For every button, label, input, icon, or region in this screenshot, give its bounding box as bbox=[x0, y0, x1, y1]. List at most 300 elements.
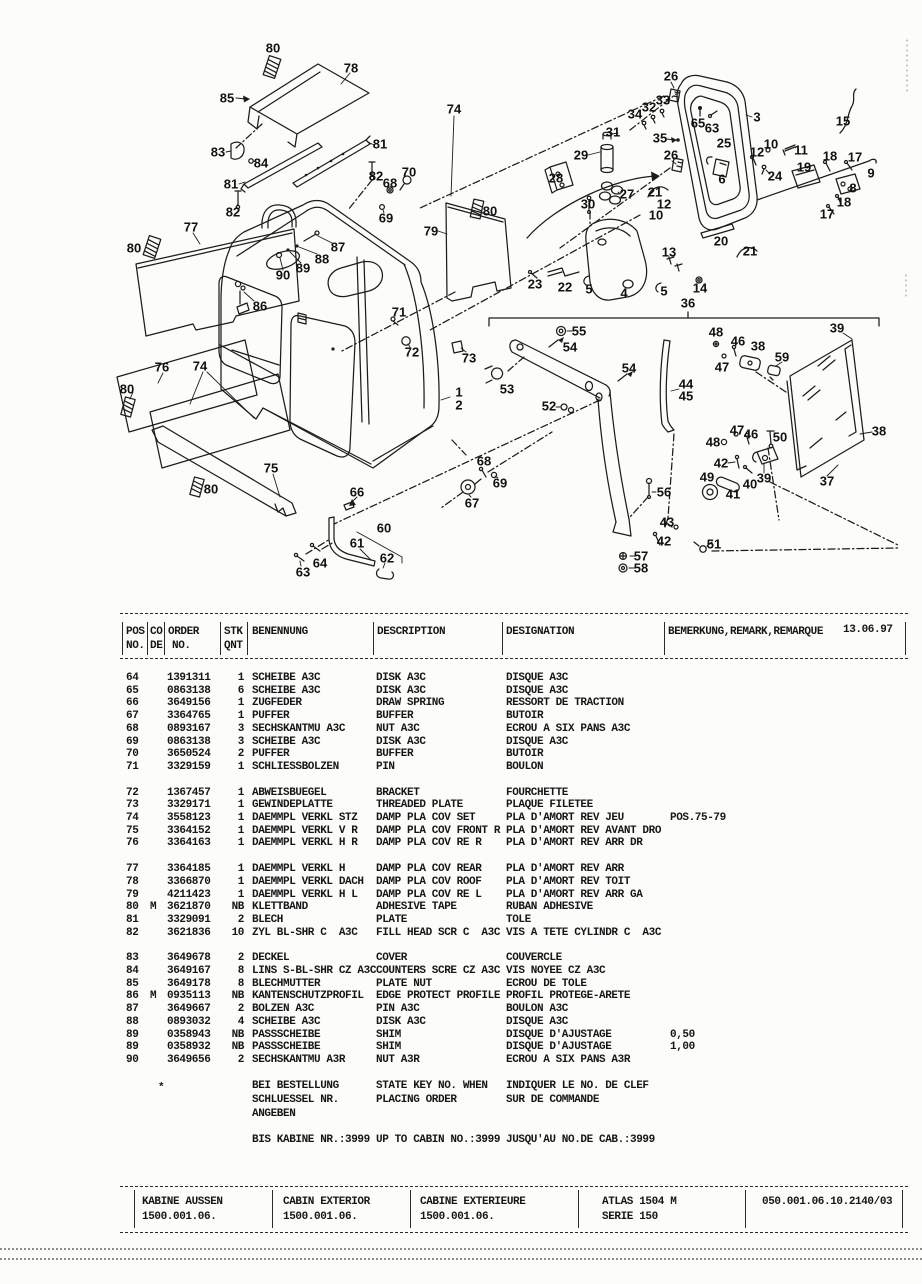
cell-desc: BUFFER bbox=[376, 710, 414, 723]
cell-desig: ECROU A SIX PANS A3R bbox=[506, 1053, 631, 1066]
page-edge-mark bbox=[0, 1248, 922, 1250]
cell-pos: 86 bbox=[126, 990, 139, 1003]
cell-desc: COUNTERS SCRE CZ A3C bbox=[376, 965, 501, 977]
header-divider bbox=[164, 622, 165, 655]
cell-order: 3621870 bbox=[167, 901, 211, 914]
section-bracket bbox=[489, 312, 879, 326]
cell-desig: VIS A TETE CYLINDR C A3C bbox=[506, 926, 662, 939]
table-row-73 bbox=[0, 799, 922, 812]
callout-38: 38 bbox=[871, 423, 887, 439]
callout-81: 81 bbox=[372, 136, 388, 152]
cell-qty: 3 bbox=[237, 735, 244, 748]
table-row-71 bbox=[0, 761, 922, 774]
cell-qty: 2 bbox=[237, 952, 244, 965]
cell-pos: 89 bbox=[126, 1028, 139, 1041]
note-star: * bbox=[158, 1082, 165, 1094]
cell-qty: 10 bbox=[231, 926, 244, 939]
callout-12: 12 bbox=[749, 144, 765, 160]
cell-qty: 1 bbox=[237, 760, 244, 773]
cell-order: 0358932 bbox=[167, 1041, 211, 1054]
cell-desig: DISQUE A3C bbox=[506, 735, 569, 748]
cell-pos: 80 bbox=[126, 901, 139, 914]
note-desc-1: STATE KEY NO. WHEN bbox=[376, 1080, 488, 1092]
table-row-81 bbox=[0, 914, 922, 927]
callout-26: 26 bbox=[663, 147, 679, 163]
callout-6: 6 bbox=[718, 171, 726, 187]
tape-strips bbox=[121, 56, 484, 500]
table-row-68 bbox=[0, 723, 922, 736]
callout-5: 5 bbox=[660, 283, 668, 299]
cell-name: SCHEIBE A3C bbox=[252, 672, 321, 684]
callout-54: 54 bbox=[621, 360, 637, 376]
table-row-69 bbox=[0, 736, 922, 749]
callout-31: 31 bbox=[605, 124, 621, 140]
callout-19: 19 bbox=[796, 159, 812, 175]
callout-82: 82 bbox=[368, 168, 384, 184]
callout-43: 43 bbox=[659, 514, 675, 530]
footer-title-fr: CABINE EXTERIEURE bbox=[420, 1196, 526, 1208]
callout-21: 21 bbox=[742, 243, 758, 259]
callout-21: 21 bbox=[647, 184, 663, 200]
header-divider bbox=[247, 622, 248, 655]
header-divider bbox=[905, 622, 906, 655]
callout-17: 17 bbox=[819, 206, 835, 222]
cell-pos: 82 bbox=[126, 926, 139, 939]
cell-name: DAEMMPL VERKL DACH bbox=[252, 875, 364, 888]
cell-qty: 1 bbox=[237, 824, 244, 837]
cell-desig: FOURCHETTE bbox=[506, 786, 569, 799]
callout-75: 75 bbox=[263, 460, 279, 476]
cell-order: 3649167 bbox=[167, 965, 211, 977]
cell-desc: DRAW SPRING bbox=[376, 697, 445, 710]
cell-desig: ECROU A SIX PANS A3C bbox=[506, 722, 631, 735]
callout-68: 68 bbox=[382, 175, 398, 191]
cell-desc: FILL HEAD SCR C A3C bbox=[376, 926, 501, 939]
cell-desc: EDGE PROTECT PROFILE bbox=[376, 990, 501, 1003]
table-row-90 bbox=[0, 1054, 922, 1067]
col-header-order2: NO. bbox=[172, 640, 191, 652]
callout-24: 24 bbox=[767, 168, 783, 184]
footer-divider bbox=[134, 1190, 135, 1228]
callout-42: 42 bbox=[656, 533, 672, 549]
cell-desig: PLA D'AMORT REV ARR GA bbox=[506, 888, 643, 901]
cell-remark: POS.75-79 bbox=[670, 812, 726, 824]
cell-desig: RESSORT DE TRACTION bbox=[506, 697, 624, 710]
cell-qty: 1 bbox=[237, 710, 244, 723]
cell-pos: 90 bbox=[126, 1053, 139, 1066]
callout-10: 10 bbox=[763, 136, 779, 152]
table-row-79 bbox=[0, 889, 922, 902]
col-header-desc: DESCRIPTION bbox=[377, 626, 446, 638]
table-row-80 bbox=[0, 901, 922, 914]
footer-divider bbox=[410, 1190, 411, 1228]
callout-20: 20 bbox=[713, 233, 729, 249]
cell-desc: DAMP PLA COV RE R bbox=[376, 837, 482, 850]
cell-name: BOLZEN A3C bbox=[252, 1003, 315, 1016]
cell-desig: PROFIL PROTEGE-ARETE bbox=[506, 990, 631, 1003]
cell-desig: DISQUE D'AJUSTAGE bbox=[506, 1028, 612, 1041]
sheet-date: 13.06.97 bbox=[843, 624, 893, 636]
header-divider bbox=[502, 622, 503, 655]
cell-name: SCHEIBE A3C bbox=[252, 684, 321, 697]
header-rule-top bbox=[120, 613, 908, 614]
table-row-83 bbox=[0, 952, 922, 965]
cell-order: 3558123 bbox=[167, 812, 211, 824]
footer-series: SERIE 150 bbox=[602, 1211, 658, 1223]
footer-rule-top bbox=[120, 1186, 908, 1187]
cell-remark: 1,00 bbox=[670, 1041, 695, 1054]
callout-42: 42 bbox=[713, 455, 729, 471]
cell-code: M bbox=[150, 901, 157, 914]
callout-57: 57 bbox=[633, 548, 649, 564]
callout-48: 48 bbox=[708, 324, 724, 340]
cell-name: BLECHMUTTER bbox=[252, 977, 321, 990]
cell-desc: SHIM bbox=[376, 1028, 401, 1041]
callout-46: 46 bbox=[743, 426, 759, 442]
cell-desc: DAMP PLA COV REAR bbox=[376, 863, 482, 876]
cell-pos: 71 bbox=[126, 760, 139, 773]
callout-39: 39 bbox=[829, 320, 845, 336]
cell-desig: ECROU DE TOLE bbox=[506, 977, 587, 990]
callout-66: 66 bbox=[349, 484, 365, 500]
callout-60: 60 bbox=[376, 520, 392, 536]
callout-35: 35 bbox=[652, 130, 668, 146]
cell-qty: 1 bbox=[237, 837, 244, 850]
callout-86: 86 bbox=[252, 298, 268, 314]
callout-18: 18 bbox=[836, 194, 852, 210]
cell-name: DAEMMPL VERKL V R bbox=[252, 824, 358, 837]
callout-52: 52 bbox=[541, 398, 557, 414]
cell-desig: TOLE bbox=[506, 913, 531, 926]
callout-18: 18 bbox=[822, 148, 838, 164]
callout-22: 22 bbox=[557, 279, 573, 295]
footer-divider bbox=[272, 1190, 273, 1228]
callout-46: 46 bbox=[730, 333, 746, 349]
callout-28: 28 bbox=[548, 170, 564, 186]
cell-desc: DAMP PLA COV FRONT R bbox=[376, 824, 501, 837]
callout-68: 68 bbox=[476, 453, 492, 469]
cell-name: GEWINDEPLATTE bbox=[252, 799, 333, 812]
cell-name: ZUGFEDER bbox=[252, 697, 302, 710]
cell-order: 0893032 bbox=[167, 1015, 211, 1028]
cell-pos: 87 bbox=[126, 1003, 139, 1016]
cell-order: 0358943 bbox=[167, 1028, 211, 1041]
cell-order: 3329091 bbox=[167, 913, 211, 926]
callout-73: 73 bbox=[461, 350, 477, 366]
callout-8: 8 bbox=[849, 180, 857, 196]
footer-number-de: 1500.001.06. bbox=[142, 1211, 217, 1223]
callout-49: 49 bbox=[699, 469, 715, 485]
cell-order: 3329159 bbox=[167, 760, 211, 773]
cell-pos: 83 bbox=[126, 952, 139, 965]
cell-qty: 4 bbox=[237, 1015, 244, 1028]
callout-41: 41 bbox=[725, 486, 741, 502]
callout-70: 70 bbox=[401, 164, 417, 180]
callout-3: 3 bbox=[753, 109, 761, 125]
cell-desig: BUTOIR bbox=[506, 748, 544, 761]
table-row-89 bbox=[0, 1041, 922, 1054]
validity-name: BIS KABINE NR.:3999 bbox=[252, 1134, 370, 1146]
callout-78: 78 bbox=[343, 60, 359, 76]
callout-4: 4 bbox=[620, 285, 628, 301]
cell-order: 3366870 bbox=[167, 875, 211, 888]
cell-desig: PLA D'AMORT REV ARR DR bbox=[506, 837, 643, 850]
cell-name: KLETTBAND bbox=[252, 901, 308, 914]
col-header-pos: POS bbox=[126, 626, 145, 638]
callout-74: 74 bbox=[446, 101, 462, 117]
cell-name: PUFFER bbox=[252, 710, 290, 723]
cell-qty: 2 bbox=[237, 1053, 244, 1066]
callout-37: 37 bbox=[819, 473, 835, 489]
col-header-code: CO bbox=[150, 626, 163, 638]
callout-40: 40 bbox=[742, 476, 758, 492]
callout-54: 54 bbox=[562, 339, 578, 355]
cell-order: 1367457 bbox=[167, 786, 211, 799]
cell-name: DECKEL bbox=[252, 952, 290, 965]
cell-desig: DISQUE A3C bbox=[506, 672, 569, 684]
cell-desc: DISK A3C bbox=[376, 1015, 426, 1028]
callout-89: 89 bbox=[295, 260, 311, 276]
cell-desig: BOULON A3C bbox=[506, 1003, 569, 1016]
callout-38: 38 bbox=[750, 338, 766, 354]
header-divider bbox=[122, 622, 123, 655]
cell-order: 3649678 bbox=[167, 952, 211, 965]
cell-name: PASSSCHEIBE bbox=[252, 1041, 321, 1054]
cell-order: 3364163 bbox=[167, 837, 211, 850]
cell-pos: 85 bbox=[126, 977, 139, 990]
cell-order: 0863138 bbox=[167, 735, 211, 748]
cell-desc: DISK A3C bbox=[376, 672, 426, 684]
cell-order: 0863138 bbox=[167, 684, 211, 697]
col-header-pos2: NO. bbox=[126, 640, 145, 652]
cell-pos: 84 bbox=[126, 965, 139, 977]
callout-47: 47 bbox=[729, 422, 745, 438]
callout-64: 64 bbox=[312, 555, 328, 571]
cell-pos: 68 bbox=[126, 722, 139, 735]
cell-name: SCHEIBE A3C bbox=[252, 735, 321, 748]
callout-80: 80 bbox=[126, 240, 142, 256]
col-header-name: BENENNUNG bbox=[252, 626, 308, 638]
table-row-64 bbox=[0, 672, 922, 685]
cell-desig: COUVERCLE bbox=[506, 952, 562, 965]
cell-desc: DISK A3C bbox=[376, 735, 426, 748]
cell-qty: 1 bbox=[237, 672, 244, 684]
table-row-78 bbox=[0, 876, 922, 889]
cell-desc: BRACKET bbox=[376, 786, 420, 799]
callout-25: 25 bbox=[716, 135, 732, 151]
callout-50: 50 bbox=[772, 429, 788, 445]
cell-desc: THREADED PLATE bbox=[376, 799, 463, 812]
cell-order: 3649178 bbox=[167, 977, 211, 990]
callout-90: 90 bbox=[275, 267, 291, 283]
cell-qty: NB bbox=[231, 1041, 244, 1054]
cell-order: 3621836 bbox=[167, 926, 211, 939]
cell-desc: DAMP PLA COV ROOF bbox=[376, 875, 482, 888]
table-row-89 bbox=[0, 1029, 922, 1042]
footer-number-fr: 1500.001.06. bbox=[420, 1211, 495, 1223]
cell-pos: 88 bbox=[126, 1015, 139, 1028]
cell-name: DAEMMPL VERKL STZ bbox=[252, 812, 358, 824]
col-header-code2: DE bbox=[150, 640, 163, 652]
cell-pos: 74 bbox=[126, 812, 139, 824]
callout-88: 88 bbox=[314, 251, 330, 267]
callout-80: 80 bbox=[203, 481, 219, 497]
callout-47: 47 bbox=[714, 359, 730, 375]
col-header-desig: DESIGNATION bbox=[506, 626, 575, 638]
cell-qty: 2 bbox=[237, 748, 244, 761]
callout-69: 69 bbox=[378, 210, 394, 226]
cell-name: KANTENSCHUTZPROFIL bbox=[252, 990, 364, 1003]
cell-name: LINS S-BL-SHR CZ A3C bbox=[252, 965, 377, 977]
cell-desig: PLA D'AMORT REV TOIT bbox=[506, 875, 631, 888]
callout-61: 61 bbox=[349, 535, 365, 551]
cell-pos: 69 bbox=[126, 735, 139, 748]
cell-pos: 73 bbox=[126, 799, 139, 812]
callout-15: 15 bbox=[835, 113, 851, 129]
callout-36: 36 bbox=[680, 295, 696, 311]
cell-desig: RUBAN ADHESIVE bbox=[506, 901, 593, 914]
cell-name: SCHLIESSBOLZEN bbox=[252, 760, 339, 773]
cell-pos: 67 bbox=[126, 710, 139, 723]
cell-desig: PLA D'AMORT REV AVANT DRO bbox=[506, 824, 662, 837]
callout-59: 59 bbox=[774, 349, 790, 365]
callout-1: 1 bbox=[455, 384, 463, 400]
table-row-87 bbox=[0, 1003, 922, 1016]
cell-qty: NB bbox=[231, 901, 244, 914]
cell-name: SCHEIBE A3C bbox=[252, 1015, 321, 1028]
footer-title-de: KABINE AUSSEN bbox=[142, 1196, 223, 1208]
callout-82: 82 bbox=[225, 204, 241, 220]
header-divider bbox=[220, 622, 221, 655]
cell-desc: ADHESIVE TAPE bbox=[376, 901, 457, 914]
callout-62: 62 bbox=[379, 550, 395, 566]
cell-pos: 75 bbox=[126, 824, 139, 837]
note-desig-1: INDIQUER LE NO. DE CLEF bbox=[506, 1080, 649, 1092]
cell-name: SECHSKANTMU A3C bbox=[252, 722, 346, 735]
callout-9: 9 bbox=[867, 165, 875, 181]
cell-desig: DISQUE D'AJUSTAGE bbox=[506, 1041, 612, 1054]
cell-pos: 76 bbox=[126, 837, 139, 850]
cell-pos: 77 bbox=[126, 863, 139, 876]
callout-13: 13 bbox=[661, 244, 677, 260]
table-row-66 bbox=[0, 697, 922, 710]
callout-26: 26 bbox=[663, 68, 679, 84]
cell-order: 3329171 bbox=[167, 799, 211, 812]
footer-number-en: 1500.001.06. bbox=[283, 1211, 358, 1223]
callout-84: 84 bbox=[253, 155, 269, 171]
cell-name: BLECH bbox=[252, 913, 284, 926]
cell-order: 3364765 bbox=[167, 710, 211, 723]
cell-desig: DISQUE A3C bbox=[506, 684, 569, 697]
callout-80: 80 bbox=[119, 381, 135, 397]
table-row-65 bbox=[0, 685, 922, 698]
callout-87: 87 bbox=[330, 239, 346, 255]
cell-order: 3364152 bbox=[167, 824, 211, 837]
cell-name: DAEMMPL VERKL H L bbox=[252, 888, 358, 901]
cell-desc: PLATE bbox=[376, 913, 408, 926]
callout-74: 74 bbox=[192, 358, 208, 374]
callout-63: 63 bbox=[295, 564, 311, 580]
table-row-77 bbox=[0, 863, 922, 876]
callout-79: 79 bbox=[423, 223, 439, 239]
cell-order: 3650524 bbox=[167, 748, 211, 761]
callout-39: 39 bbox=[756, 470, 772, 486]
cell-name: SECHSKANTMU A3R bbox=[252, 1053, 346, 1066]
cell-desc: NUT A3C bbox=[376, 722, 420, 735]
cell-name: PASSSCHEIBE bbox=[252, 1028, 321, 1041]
table-row-84 bbox=[0, 965, 922, 978]
table-row-86 bbox=[0, 990, 922, 1003]
col-header-qty2: QNT bbox=[224, 640, 243, 652]
cell-name: PUFFER bbox=[252, 748, 290, 761]
footer-rule-bottom bbox=[120, 1232, 908, 1233]
callout-17: 17 bbox=[847, 149, 863, 165]
note-name-2: SCHLUESSEL NR. bbox=[252, 1094, 339, 1106]
callout-69: 69 bbox=[492, 475, 508, 491]
callout-2: 2 bbox=[455, 397, 463, 413]
callout-10: 10 bbox=[648, 207, 664, 223]
cell-desc: PIN A3C bbox=[376, 1003, 420, 1016]
callout-65: 65 bbox=[690, 115, 706, 131]
cell-desig: PLA D'AMORT REV JEU bbox=[506, 812, 624, 824]
cell-desig: BOULON bbox=[506, 760, 544, 773]
cell-qty: 1 bbox=[237, 875, 244, 888]
roof-panel bbox=[226, 60, 369, 163]
cell-remark: 0,50 bbox=[670, 1028, 695, 1041]
table-row-88 bbox=[0, 1016, 922, 1029]
cell-order: 0935113 bbox=[167, 990, 211, 1003]
cell-qty: 1 bbox=[237, 786, 244, 799]
table-row-82 bbox=[0, 927, 922, 940]
note-name-1: BEI BESTELLUNG bbox=[252, 1080, 339, 1092]
header-divider bbox=[664, 622, 665, 655]
table-row-76 bbox=[0, 837, 922, 850]
cell-pos: 70 bbox=[126, 748, 139, 761]
cell-qty: 2 bbox=[237, 1003, 244, 1016]
callout-71: 71 bbox=[391, 304, 407, 320]
cell-name: DAEMMPL VERKL H R bbox=[252, 837, 358, 850]
callout-63: 63 bbox=[704, 120, 720, 136]
footer-divider bbox=[578, 1190, 579, 1228]
cell-qty: 1 bbox=[237, 888, 244, 901]
header-rule-bottom bbox=[120, 658, 908, 659]
cell-desig: BUTOIR bbox=[506, 710, 544, 723]
cell-order: 3649656 bbox=[167, 1053, 211, 1066]
table-row-75 bbox=[0, 825, 922, 838]
cell-desc: SHIM bbox=[376, 1041, 401, 1054]
cell-name: ZYL BL-SHR C A3C bbox=[252, 926, 358, 939]
callout-72: 72 bbox=[404, 344, 420, 360]
callout-55: 55 bbox=[571, 323, 587, 339]
cell-pos: 65 bbox=[126, 684, 139, 697]
note-desig-2: SUR DE COMMANDE bbox=[506, 1094, 600, 1106]
cell-order: 0893167 bbox=[167, 722, 211, 735]
page-edge-mark bbox=[0, 1258, 922, 1260]
callout-33: 33 bbox=[655, 92, 671, 108]
cell-desc: NUT A3R bbox=[376, 1053, 420, 1066]
table-row-72 bbox=[0, 787, 922, 800]
cell-pos: 81 bbox=[126, 913, 139, 926]
cell-qty: 3 bbox=[237, 722, 244, 735]
callout-76: 76 bbox=[154, 359, 170, 375]
callout-11: 11 bbox=[794, 142, 808, 158]
cell-desc: DAMP PLA COV RE L bbox=[376, 888, 482, 901]
cell-code: M bbox=[150, 990, 157, 1003]
footer-divider bbox=[745, 1190, 746, 1228]
cell-desig: DISQUE A3C bbox=[506, 1015, 569, 1028]
callout-81: 81 bbox=[223, 176, 239, 192]
callout-51: 51 bbox=[706, 536, 722, 552]
